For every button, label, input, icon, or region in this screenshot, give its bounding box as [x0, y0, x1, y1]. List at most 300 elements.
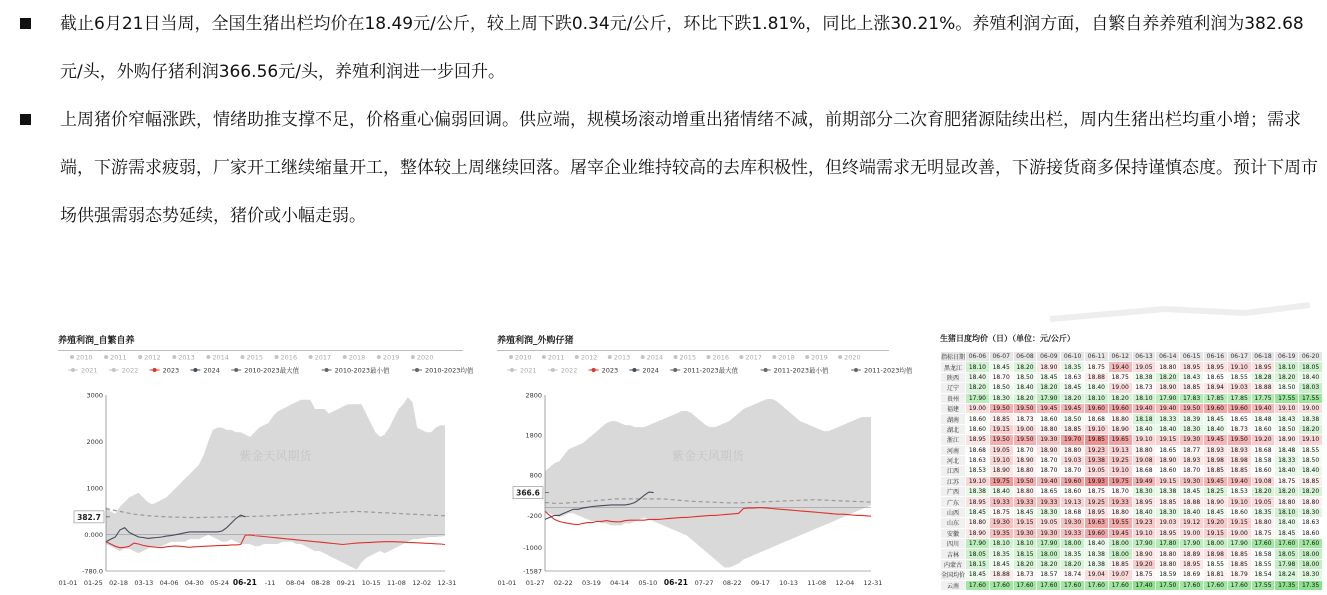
y-tick-label: 2000 — [86, 438, 103, 447]
heatmap-cell: 18.88 — [989, 570, 1013, 580]
legend-label: 2010 — [515, 353, 532, 362]
legend-marker — [415, 368, 419, 372]
heatmap-cell: 19.05 — [1132, 362, 1156, 372]
heatmap-cell: 18.38 — [1299, 414, 1323, 424]
heatmap-cell: 19.25 — [1085, 497, 1109, 507]
heatmap-cell: 18.59 — [1156, 570, 1180, 580]
legend-label: 2021 — [81, 366, 98, 375]
heatmap-cell: 17.98 — [1275, 559, 1299, 569]
heatmap-cell: 19.60 — [1085, 403, 1109, 413]
heatmap-row — [941, 383, 1323, 393]
heatmap-cell: 18.90 — [1013, 455, 1037, 465]
heatmap-cell: 19.10 — [989, 455, 1013, 465]
heatmap-cell: 18.68 — [1085, 414, 1109, 424]
heatmap-cell: 18.00 — [1108, 549, 1132, 559]
heatmap-province-label: 浙江 — [941, 435, 966, 445]
legend-marker — [542, 355, 546, 359]
legend-marker — [673, 368, 677, 372]
heatmap-cell: 18.80 — [1132, 445, 1156, 455]
heatmap-cell: 18.85 — [1299, 476, 1323, 486]
heatmap-cell: 19.40 — [1251, 403, 1275, 413]
legend-marker — [193, 368, 197, 372]
heatmap-cell: 19.33 — [989, 497, 1013, 507]
heatmap-cell: 18.30 — [989, 393, 1013, 403]
heatmap-cell: 18.70 — [1180, 466, 1204, 476]
heatmap-cell: 18.45 — [1275, 528, 1299, 538]
bullet-square-icon — [20, 18, 31, 29]
heatmap-cell: 17.35 — [1299, 580, 1323, 590]
heatmap-cell: 18.00 — [1299, 549, 1323, 559]
x-tick-label: 01-01 — [58, 579, 78, 587]
legend-marker — [509, 355, 513, 359]
legend-marker — [632, 368, 636, 372]
heatmap-cell: 18.20 — [1275, 487, 1299, 497]
heatmap-cell: 18.85 — [1061, 424, 1085, 434]
heatmap-cell: 19.40 — [1156, 403, 1180, 413]
heatmap-province-label: 云南 — [941, 580, 966, 590]
heatmap-cell: 19.05 — [1037, 518, 1061, 528]
heatmap-cell: 18.95 — [966, 497, 990, 507]
heatmap-cell: 19.00 — [1227, 528, 1251, 538]
current-value-label: 382.7 — [77, 512, 101, 522]
heatmap-cell: 18.10 — [1013, 539, 1037, 549]
bullet-item-1 — [20, 0, 1320, 96]
legend-marker — [608, 355, 612, 359]
heatmap-cell: 18.24 — [1275, 570, 1299, 580]
heatmap-cell: 18.79 — [1227, 570, 1251, 580]
heatmap-cell: 17.90 — [1037, 393, 1061, 403]
heatmap-row — [941, 445, 1323, 455]
heatmap-cell: 18.85 — [1227, 466, 1251, 476]
heatmap-cell: 18.68 — [1132, 466, 1156, 476]
bullet-item-2 — [20, 96, 1320, 240]
heatmap-cell: 19.55 — [1108, 518, 1132, 528]
heatmap-cell: 18.45 — [966, 570, 990, 580]
bullet-list — [20, 0, 1320, 240]
heatmap-cell: 18.80 — [1013, 466, 1037, 476]
heatmap-date-header: 06-13 — [1132, 352, 1156, 362]
heatmap-cell: 19.50 — [1013, 403, 1037, 413]
heatmap-cell: 18.57 — [1037, 570, 1061, 580]
y-tick-label: 800 — [529, 471, 542, 480]
x-tick-label: 12-31 — [437, 579, 457, 587]
watermark: 紫金天风期货 — [671, 449, 745, 464]
heatmap-cell: 19.30 — [1061, 518, 1085, 528]
legend-marker — [805, 355, 809, 359]
legend-label: 2013 — [613, 353, 631, 362]
heatmap-cell: 18.75 — [1251, 528, 1275, 538]
heatmap-cell: 18.05 — [1275, 549, 1299, 559]
legend-marker — [172, 355, 176, 359]
heatmap-row — [941, 372, 1323, 382]
heatmap-cell: 18.40 — [1132, 424, 1156, 434]
legend-label: 2022 — [121, 366, 139, 375]
heatmap-cell: 19.00 — [966, 403, 990, 413]
heatmap-cell: 17.35 — [1275, 580, 1299, 590]
heatmap-cell: 19.45 — [1108, 528, 1132, 538]
heatmap-cell: 19.10 — [1085, 424, 1109, 434]
heatmap-cell: 19.40 — [1132, 403, 1156, 413]
heatmap-cell: 18.95 — [1132, 497, 1156, 507]
heatmap-cell: 18.10 — [966, 362, 990, 372]
heatmap-cell: 18.10 — [1275, 507, 1299, 517]
heatmap-cell: 18.20 — [1013, 393, 1037, 403]
heatmap-cell: 18.54 — [1251, 570, 1275, 580]
heatmap-row — [941, 507, 1323, 517]
heatmap-row — [941, 487, 1323, 497]
heatmap-cell: 18.30 — [1180, 424, 1204, 434]
heatmap-panel — [940, 333, 1323, 595]
heatmap-cell: 18.20 — [1108, 393, 1132, 403]
legend-marker — [325, 368, 329, 372]
x-tick-label: 05-24 — [210, 579, 230, 587]
heatmap-row — [941, 476, 1323, 486]
legend-label: 2012 — [580, 353, 598, 362]
heatmap-cell: 18.40 — [1085, 539, 1109, 549]
heatmap-cell: 19.00 — [1108, 383, 1132, 393]
heatmap-cell: 19.50 — [989, 403, 1013, 413]
heatmap-date-header: 06-06 — [966, 352, 990, 362]
heatmap-cell: 18.20 — [1013, 362, 1037, 372]
heatmap-cell: 17.60 — [1227, 580, 1251, 590]
heatmap-cell: 19.49 — [1132, 476, 1156, 486]
heatmap-cell: 17.60 — [1180, 580, 1204, 590]
heatmap-province-label: 吉林 — [941, 549, 966, 559]
heatmap-date-header: 06-11 — [1085, 352, 1109, 362]
heatmap-cell: 19.50 — [1013, 435, 1037, 445]
heatmap-cell: 19.33 — [1013, 497, 1037, 507]
heatmap-cell: 18.05 — [966, 549, 990, 559]
heatmap-province-label: 江西 — [941, 466, 966, 476]
legend-label: 2011-2023最小值 — [773, 366, 829, 375]
heatmap-cell: 19.10 — [1227, 362, 1251, 372]
heatmap-cell: 18.40 — [1275, 466, 1299, 476]
heatmap-date-header: 06-07 — [989, 352, 1013, 362]
heatmap-cell: 18.70 — [1037, 466, 1061, 476]
heatmap-cell: 19.20 — [1203, 518, 1227, 528]
heatmap-province-label: 湖北 — [941, 424, 966, 434]
legend-label: 2015 — [679, 353, 697, 362]
legend-label: 2016 — [712, 353, 730, 362]
heatmap-cell: 19.35 — [989, 528, 1013, 538]
heatmap-cell: 18.45 — [1013, 507, 1037, 517]
x-tick-label: 12-02 — [412, 579, 432, 587]
heatmap-cell: 18.85 — [1203, 466, 1227, 476]
heatmap-cell: 18.28 — [1251, 372, 1275, 382]
legend-marker — [764, 368, 768, 372]
heatmap-corner: 指标日期 — [941, 352, 966, 362]
heatmap-cell: 18.50 — [1299, 455, 1323, 465]
heatmap-cell: 19.05 — [989, 445, 1013, 455]
heatmap-cell: 18.69 — [1180, 570, 1204, 580]
heatmap-cell: 17.83 — [1180, 393, 1204, 403]
heatmap-cell: 18.90 — [1037, 362, 1061, 372]
heatmap-cell: 18.20 — [1275, 372, 1299, 382]
heatmap-cell: 19.08 — [1251, 476, 1275, 486]
heatmap-cell: 18.15 — [966, 559, 990, 569]
legend-label: 2014 — [212, 353, 229, 362]
current-value-label: 366.6 — [516, 488, 540, 498]
heatmap-cell: 19.30 — [1180, 435, 1204, 445]
heatmap-cell: 19.10 — [1132, 528, 1156, 538]
heatmap-cell: 18.50 — [1275, 383, 1299, 393]
chart-title: 养殖利润_自繁自养 — [58, 336, 135, 346]
heatmap-cell: 17.80 — [1156, 539, 1180, 549]
heatmap-cell: 17.60 — [1085, 580, 1109, 590]
heatmap-cell: 19.75 — [1108, 476, 1132, 486]
heatmap-province-label: 江苏 — [941, 476, 966, 486]
legend-marker — [240, 355, 244, 359]
heatmap-cell: 18.88 — [1251, 383, 1275, 393]
legend-marker — [206, 355, 210, 359]
heatmap-cell: 19.63 — [1085, 518, 1109, 528]
heatmap-cell: 18.45 — [1061, 383, 1085, 393]
heatmap-cell: 19.45 — [1203, 476, 1227, 486]
heatmap-cell: 18.73 — [1132, 383, 1156, 393]
legend-marker — [739, 355, 743, 359]
heatmap-province-label: 广西 — [941, 487, 966, 497]
heatmap-cell: 19.04 — [1085, 570, 1109, 580]
heatmap-province-label: 辽宁 — [941, 383, 966, 393]
heatmap-cell: 18.85 — [989, 414, 1013, 424]
heatmap-cell: 18.30 — [1156, 507, 1180, 517]
heatmap-cell: 18.20 — [1251, 487, 1275, 497]
x-tick-label: 01-01 — [497, 579, 517, 587]
heatmap-cell: 19.50 — [1180, 403, 1204, 413]
heatmap-cell: 18.39 — [1180, 414, 1204, 424]
heatmap-cell: 18.70 — [1108, 487, 1132, 497]
heatmap-date-header: 06-20 — [1299, 352, 1323, 362]
heatmap-cell: 18.77 — [1180, 445, 1204, 455]
heatmap-cell: 19.50 — [1013, 476, 1037, 486]
heatmap-cell: 19.33 — [1108, 497, 1132, 507]
legend-label: 2015 — [246, 353, 264, 362]
legend-label: 2010-2023最大值 — [244, 366, 300, 375]
heatmap-cell: 18.68 — [966, 445, 990, 455]
heatmap-cell: 18.40 — [1132, 507, 1156, 517]
heatmap-cell: 18.60 — [966, 414, 990, 424]
heatmap-cell: 18.80 — [1108, 414, 1132, 424]
legend-marker — [772, 355, 776, 359]
heatmap-cell: 18.70 — [1061, 466, 1085, 476]
heatmap-cell: 18.30 — [1037, 507, 1061, 517]
heatmap-date-header: 06-17 — [1227, 352, 1251, 362]
y-tick-label: 3000 — [86, 391, 103, 400]
heatmap-cell: 18.75 — [1085, 362, 1109, 372]
x-tick-label: 04-30 — [184, 579, 204, 587]
heatmap-cell: 18.93 — [1227, 445, 1251, 455]
heatmap-cell: 18.00 — [1299, 559, 1323, 569]
x-tick-label: 08-22 — [722, 579, 742, 587]
heatmap-cell: 19.23 — [1132, 518, 1156, 528]
legend-label: 2024 — [203, 366, 220, 375]
heatmap-cell: 17.85 — [1203, 393, 1227, 403]
heatmap-date-header: 06-09 — [1037, 352, 1061, 362]
heatmap-cell: 18.93 — [1180, 455, 1204, 465]
heatmap-row — [941, 466, 1323, 476]
heatmap-cell: 17.55 — [1275, 393, 1299, 403]
heatmap-cell: 18.90 — [1156, 455, 1180, 465]
legend-label: 2017 — [314, 353, 332, 362]
heatmap-cell: 18.60 — [966, 424, 990, 434]
heatmap-cell: 18.65 — [1037, 487, 1061, 497]
heatmap-cell: 18.80 — [1299, 497, 1323, 507]
legend-label: 2018 — [348, 353, 366, 362]
heatmap-cell: 18.10 — [989, 539, 1013, 549]
heatmap-cell: 18.40 — [1275, 518, 1299, 528]
heatmap-province-label: 全国均价 — [941, 570, 966, 580]
heatmap-province-label: 内蒙古 — [941, 559, 966, 569]
x-tick-label: 04-14 — [610, 579, 630, 587]
heatmap-province-label: 山东 — [941, 518, 966, 528]
heatmap-cell: 19.15 — [989, 424, 1013, 434]
heatmap-cell: 17.60 — [1037, 580, 1061, 590]
heatmap-cell: 17.60 — [1203, 580, 1227, 590]
heatmap-cell: 18.95 — [1251, 362, 1275, 372]
heatmap-cell: 18.80 — [1156, 559, 1180, 569]
heatmap-cell: 19.40 — [1227, 476, 1251, 486]
heatmap-cell: 18.74 — [1061, 570, 1085, 580]
heatmap-date-header: 06-19 — [1275, 352, 1299, 362]
x-tick-label: 06-21 — [232, 578, 257, 587]
heatmap-cell: 18.33 — [1275, 455, 1299, 465]
heatmap-cell: 17.90 — [966, 393, 990, 403]
heatmap-cell: 18.43 — [1180, 372, 1204, 382]
heatmap-cell: 17.60 — [966, 580, 990, 590]
heatmap-cell: 18.81 — [1203, 570, 1227, 580]
legend-label: 2022 — [560, 366, 578, 375]
heatmap-cell: 18.75 — [989, 507, 1013, 517]
heatmap-cell: 18.75 — [1108, 372, 1132, 382]
x-tick-label: 08-04 — [285, 579, 305, 587]
heatmap-cell: 18.20 — [1156, 372, 1180, 382]
x-tick-label: 08-28 — [311, 579, 331, 587]
heatmap-cell: 18.00 — [1061, 539, 1085, 549]
heatmap-cell: 19.30 — [1180, 476, 1204, 486]
x-tick-label: -11 — [264, 579, 276, 587]
heatmap-cell: 18.60 — [1156, 466, 1180, 476]
legend-marker — [70, 355, 74, 359]
heatmap-cell: 19.40 — [1037, 476, 1061, 486]
heatmap-cell: 18.80 — [1156, 362, 1180, 372]
heatmap-header-row — [941, 352, 1323, 362]
heatmap-row — [941, 528, 1323, 538]
heatmap-cell: 19.07 — [1108, 570, 1132, 580]
legend-label: 2021 — [520, 366, 537, 375]
heatmap-cell: 19.60 — [1227, 403, 1251, 413]
x-tick-label: 02-22 — [553, 579, 573, 587]
x-tick-label: 10-13 — [779, 579, 798, 587]
heatmap-cell: 18.38 — [1156, 487, 1180, 497]
heatmap-cell: 17.60 — [1061, 580, 1085, 590]
x-tick-label: 09-21 — [336, 579, 356, 587]
heatmap-cell: 18.45 — [1180, 487, 1204, 497]
heatmap-cell: 18.60 — [1251, 424, 1275, 434]
heatmap-row — [941, 393, 1323, 403]
legend-marker — [575, 355, 579, 359]
heatmap-cell: 19.00 — [1013, 424, 1037, 434]
legend-marker — [706, 355, 710, 359]
x-tick-label: 02-18 — [109, 579, 128, 587]
heatmap-cell: 18.90 — [1108, 424, 1132, 434]
heatmap-province-label: 河南 — [941, 445, 966, 455]
heatmap-cell: 18.55 — [1251, 559, 1275, 569]
heatmap-row — [941, 518, 1323, 528]
heatmap-row — [941, 414, 1323, 424]
heatmap-cell: 18.45 — [966, 507, 990, 517]
heatmap-cell: 19.03 — [1061, 455, 1085, 465]
heatmap-cell: 18.88 — [1180, 497, 1204, 507]
heatmap-row — [941, 580, 1323, 590]
heatmap-date-header: 06-08 — [1013, 352, 1037, 362]
y-tick-label: 0.000 — [84, 531, 103, 540]
heatmap-row — [941, 497, 1323, 507]
legend-label: 2020 — [416, 353, 434, 362]
chart-svg-self-breeding — [58, 351, 474, 595]
legend-marker — [641, 355, 645, 359]
legend-label: 2010 — [76, 353, 93, 362]
heatmap-cell: 18.20 — [1013, 559, 1037, 569]
heatmap-cell: 18.30 — [1299, 570, 1323, 580]
legend-marker — [510, 368, 514, 372]
decorative-brush-icon — [1045, 297, 1315, 327]
heatmap-cell: 17.75 — [1251, 393, 1275, 403]
legend-marker — [377, 355, 381, 359]
heatmap-cell: 18.98 — [1203, 549, 1227, 559]
heatmap-cell: 18.55 — [1203, 559, 1227, 569]
x-tick-label: 05-10 — [638, 579, 658, 587]
heatmap-cell: 18.95 — [1180, 559, 1204, 569]
heatmap-cell: 18.90 — [1203, 497, 1227, 507]
heatmap-cell: 18.90 — [989, 466, 1013, 476]
heatmap-cell: 19.60 — [1203, 403, 1227, 413]
legend-label: 2012 — [144, 353, 161, 362]
heatmap-cell: 19.33 — [1061, 528, 1085, 538]
heatmap-cell: 18.68 — [1061, 507, 1085, 517]
heatmap-cell: 19.08 — [1132, 455, 1156, 465]
heatmap-cell: 18.80 — [1037, 424, 1061, 434]
heatmap-cell: 18.10 — [1085, 393, 1109, 403]
heatmap-cell: 18.80 — [1251, 518, 1275, 528]
y-tick-label: -1587 — [523, 567, 542, 576]
heatmap-cell: 18.63 — [1061, 372, 1085, 382]
heatmap-cell: 18.20 — [1061, 393, 1085, 403]
heatmap-cell: 18.90 — [1275, 435, 1299, 445]
heatmap-cell: 18.40 — [1013, 383, 1037, 393]
heatmap-cell: 17.55 — [1299, 393, 1323, 403]
heatmap-cell: 18.00 — [1108, 539, 1132, 549]
legend-marker — [104, 355, 108, 359]
heatmap-cell: 18.70 — [1037, 455, 1061, 465]
heatmap-cell: 18.38 — [1085, 549, 1109, 559]
heatmap-cell: 18.98 — [1203, 455, 1227, 465]
heatmap-cell: 18.35 — [989, 549, 1013, 559]
x-tick-label: 11-08 — [807, 579, 827, 587]
y-tick-label: 2800 — [525, 391, 542, 400]
heatmap-cell: 19.20 — [1251, 435, 1275, 445]
heatmap-cell: 18.45 — [1203, 414, 1227, 424]
heatmap-cell: 17.40 — [1132, 580, 1156, 590]
heatmap-cell: 18.73 — [1227, 424, 1251, 434]
heatmap-cell: 18.33 — [1156, 414, 1180, 424]
heatmap-cell: 19.85 — [1085, 435, 1109, 445]
heatmap-cell: 19.65 — [1108, 435, 1132, 445]
heatmap-cell: 18.20 — [1299, 487, 1323, 497]
legend-marker — [411, 355, 415, 359]
heatmap-cell: 18.40 — [1085, 383, 1109, 393]
x-tick-label: 09-17 — [750, 579, 770, 587]
legend-label: 2023 — [162, 366, 180, 375]
